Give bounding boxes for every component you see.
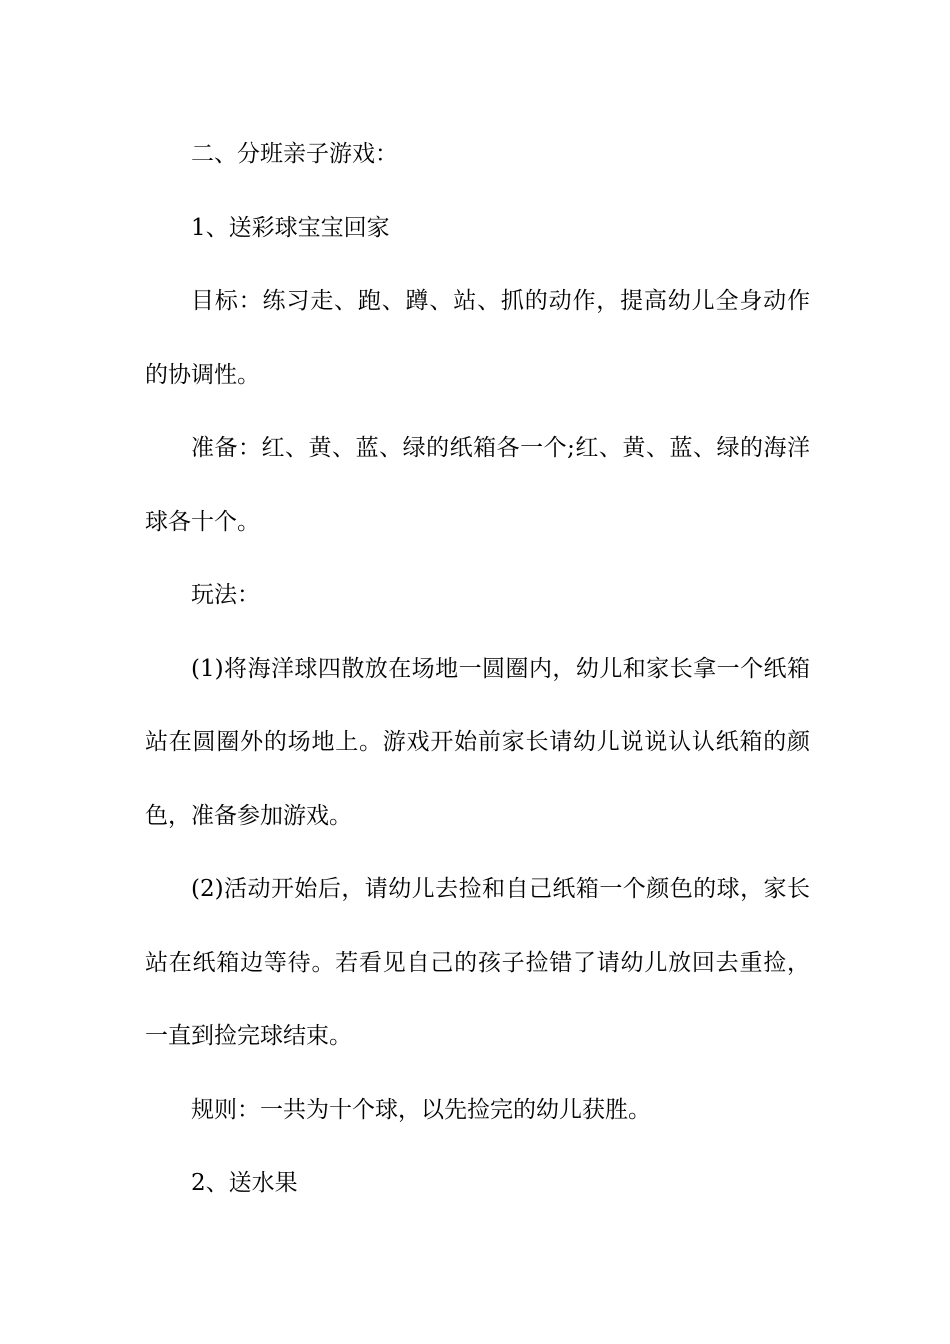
game-title: 1、送彩球宝宝回家 xyxy=(191,214,390,241)
gameplay-step-1: (1)将海洋球四散放在场地一圆圈内，幼儿和家长拿一个纸箱站在圆圈外的场地上。游戏开始前家长请幼儿说说认认纸箱的颜色，准备参加游戏。 xyxy=(145,655,810,829)
preparation-paragraph: 准备：红、黄、蓝、绿的纸箱各一个;红、黄、蓝、绿的海洋球各十个。 xyxy=(145,435,810,535)
gameplay-step-2: (2)活动开始后，请幼儿去捡和自己纸箱一个颜色的球，家长站在纸箱边等待。若看见自己的孩子捡错了请幼儿放回去重捡，一直到捡完球结束。 xyxy=(145,876,810,1049)
section-heading: 二、分班亲子游戏： xyxy=(191,141,398,167)
goal-paragraph: 目标：练习走、跑、蹲、站、抓的动作，提高幼儿全身动作的协调性。 xyxy=(145,288,810,388)
document-body xyxy=(145,118,810,1221)
game-title-2: 2、送水果 xyxy=(191,1170,298,1196)
rules-paragraph: 规则：一共为十个球，以先捡完的幼儿获胜。 xyxy=(191,1096,651,1123)
gameplay-heading: 玩法： xyxy=(191,582,260,608)
